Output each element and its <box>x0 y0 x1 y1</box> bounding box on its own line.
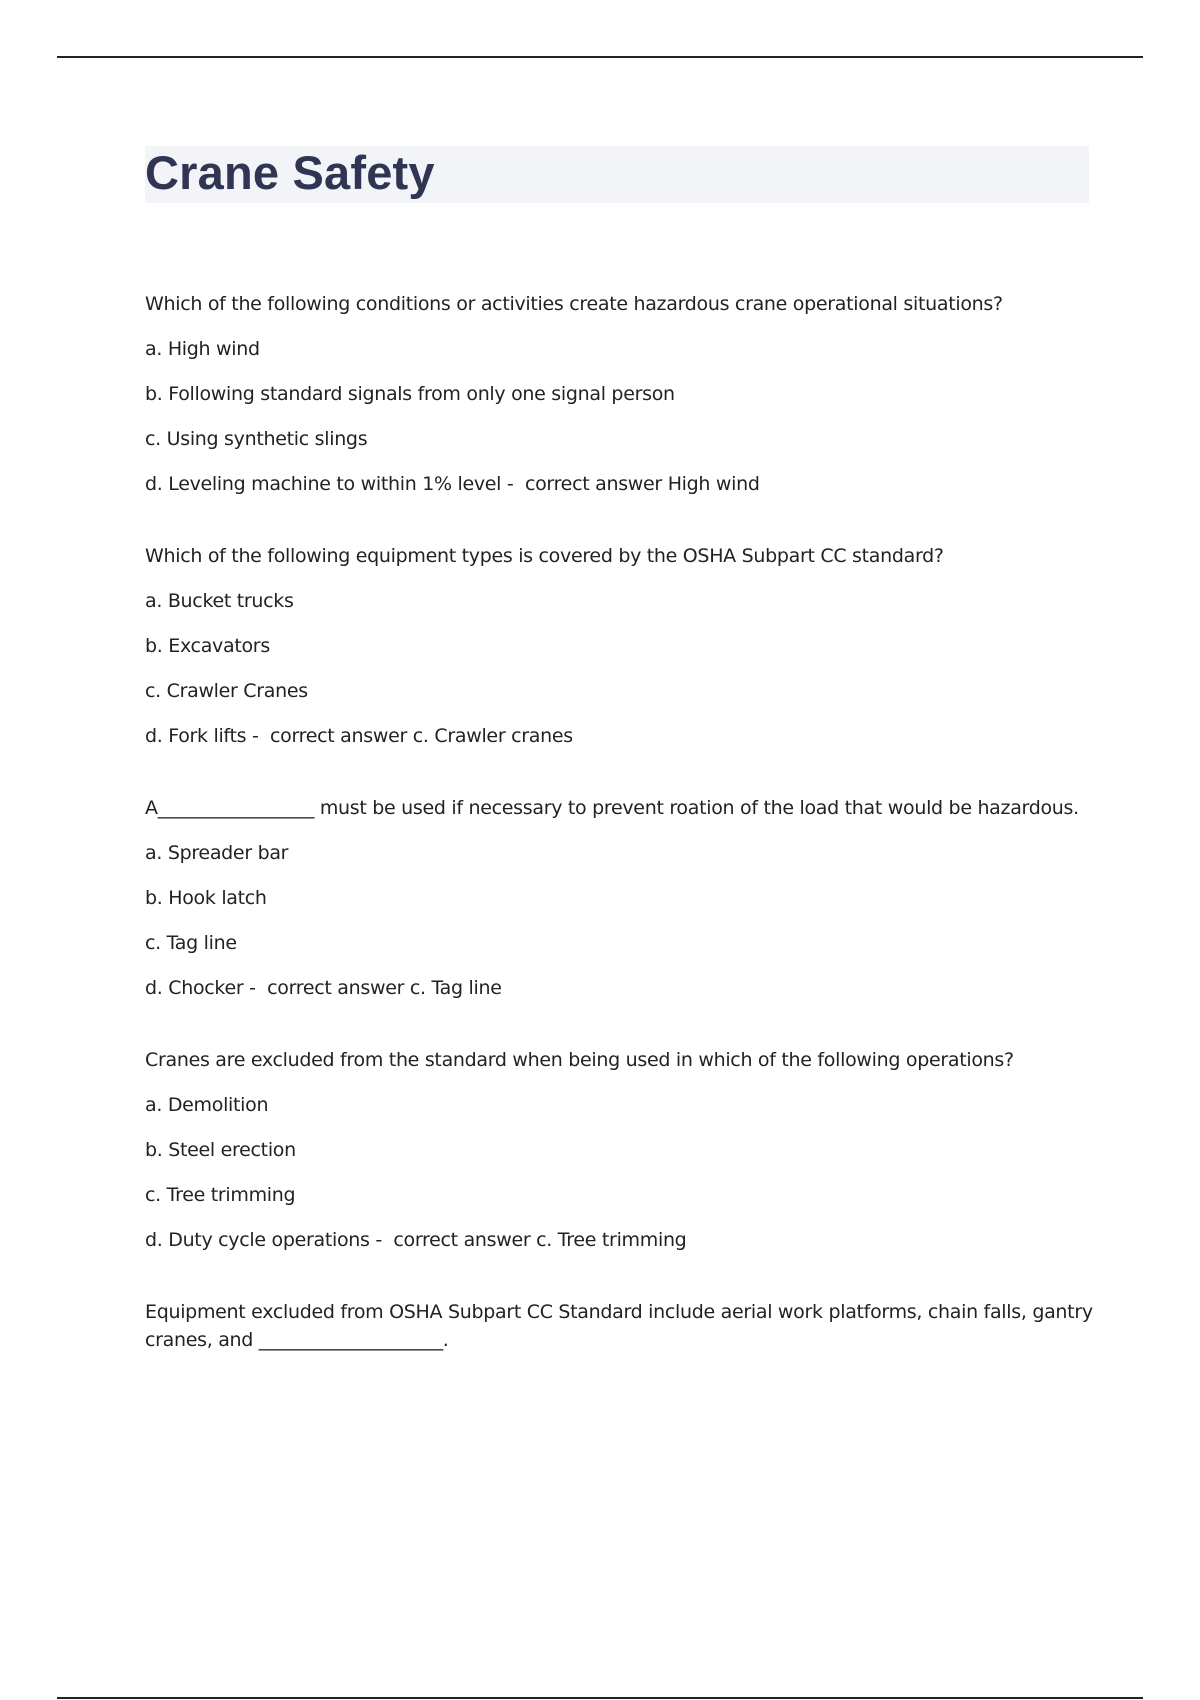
question-text: Equipment excluded from OSHA Subpart CC Standard include aerial work platforms, chain falls, gantry cranes, and ____________________. <box>145 1301 1093 1351</box>
option-d-with-answer <box>145 1226 1095 1254</box>
question-block <box>145 1046 1095 1254</box>
question-block <box>145 542 1095 750</box>
question-text: Cranes are excluded from the standard when being used in which of the following operations? <box>145 1049 1014 1071</box>
option-b: b. Hook latch <box>145 887 267 909</box>
correct-answer: c. Crawler cranes <box>412 725 573 747</box>
answer-separator: - <box>246 725 271 747</box>
option-d: d. Fork lifts <box>145 725 247 747</box>
answer-separator: - <box>369 1229 394 1251</box>
question-text: Which of the following conditions or activities create hazardous crane operational situations? <box>145 293 1003 315</box>
option-b: b. Following standard signals from only one signal person <box>145 383 675 405</box>
top-divider <box>57 56 1143 58</box>
answer-label: correct answer <box>267 977 405 999</box>
question-text: Which of the following equipment types is covered by the OSHA Subpart CC standard? <box>145 545 944 567</box>
question-block <box>145 290 1095 498</box>
option-d-with-answer <box>145 722 1095 750</box>
question-block <box>145 1298 1095 1354</box>
correct-answer: c. Tree trimming <box>536 1229 687 1251</box>
question-list <box>145 290 1095 1398</box>
question-block <box>145 794 1095 1002</box>
option-b: b. Excavators <box>145 635 270 657</box>
option-d-with-answer <box>145 974 1095 1002</box>
option-c: c. Crawler Cranes <box>145 680 308 702</box>
answer-label: correct answer <box>524 473 662 495</box>
option-d-with-answer <box>145 470 1095 498</box>
option-a: a. Bucket trucks <box>145 590 294 612</box>
answer-label: correct answer <box>393 1229 531 1251</box>
option-d: d. Leveling machine to within 1% level <box>145 473 502 495</box>
correct-answer: c. Tag line <box>409 977 502 999</box>
option-c: c. Tag line <box>145 932 237 954</box>
answer-separator: - <box>243 977 268 999</box>
answer-separator: - <box>501 473 525 495</box>
answer-label: correct answer <box>270 725 408 747</box>
correct-answer: High wind <box>667 473 760 495</box>
bottom-divider <box>57 1697 1143 1699</box>
option-b: b. Steel erection <box>145 1139 296 1161</box>
option-a: a. Spreader bar <box>145 842 289 864</box>
option-d: d. Chocker <box>145 977 244 999</box>
option-c: c. Using synthetic slings <box>145 428 368 450</box>
option-a: a. High wind <box>145 338 260 360</box>
question-text: A_________________ must be used if necessary to prevent roation of the load that would be hazardous. <box>145 797 1079 819</box>
option-c: c. Tree trimming <box>145 1184 296 1206</box>
document-title: Crane Safety <box>145 146 435 199</box>
option-a: a. Demolition <box>145 1094 269 1116</box>
option-d: d. Duty cycle operations <box>145 1229 370 1251</box>
